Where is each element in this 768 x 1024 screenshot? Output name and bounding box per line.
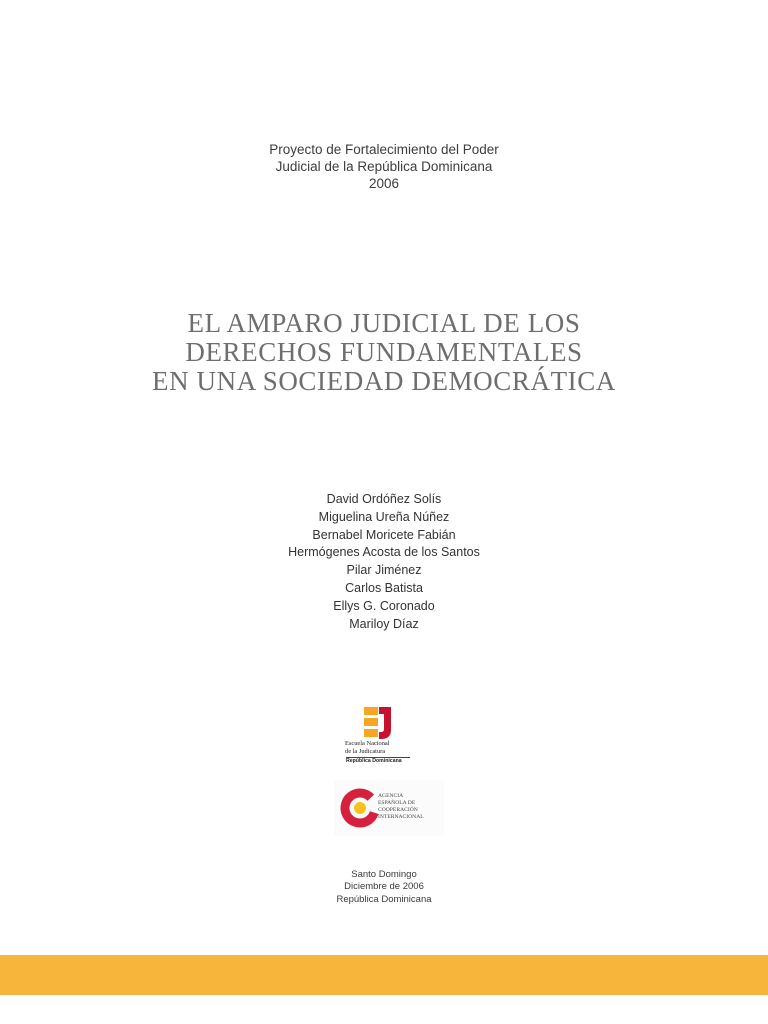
project-line-2: Judicial de la República Dominicana: [275, 159, 493, 174]
aeci-line-4: INTERNACIONAL: [378, 814, 424, 820]
author-list: [0, 491, 768, 633]
project-heading: [0, 141, 768, 192]
publication-city: Santo Domingo: [351, 869, 417, 880]
publication-info: [0, 869, 768, 906]
title-line-2: DERECHOS FUNDAMENTALES: [185, 337, 583, 367]
author-name: Bernabel Moricete Fabián: [312, 527, 456, 542]
aeci-line-3: COOPERACIÓN: [378, 807, 418, 813]
enj-country: República Dominicana: [346, 758, 402, 764]
aeci-logo: [334, 780, 444, 836]
author-name: Hermógenes Acosta de los Santos: [288, 545, 480, 560]
enj-name-line-1: Escuela Nacional: [345, 740, 390, 747]
aeci-emblem-icon: [338, 786, 382, 830]
title-line-3: EN UNA SOCIEDAD DEMOCRÁTICA: [152, 366, 616, 396]
author-name: Carlos Batista: [345, 580, 423, 595]
author-name: Ellys G. Coronado: [333, 598, 435, 613]
author-name: Mariloy Díaz: [349, 616, 419, 631]
project-year: 2006: [368, 176, 400, 191]
project-line-1: Proyecto de Fortalecimiento del Poder: [269, 142, 499, 157]
title-line-1: EL AMPARO JUDICIAL DE LOS: [187, 308, 581, 338]
author-name: Pilar Jiménez: [346, 563, 422, 578]
enj-logo: [345, 702, 421, 768]
publication-date: Diciembre de 2006: [344, 881, 424, 893]
aeci-line-2: ESPAÑOLA DE: [378, 800, 416, 806]
enj-emblem-icon: [362, 706, 402, 740]
document-title: [0, 309, 768, 396]
author-name: Miguelina Ureña Núñez: [318, 509, 450, 524]
enj-name-line-2: de la Judicatura: [345, 747, 386, 755]
publication-country: República Dominicana: [336, 893, 432, 905]
author-name: David Ordóñez Solís: [326, 492, 442, 506]
aeci-line-1: AGENCIA: [378, 793, 404, 799]
bottom-color-band: [0, 955, 768, 995]
